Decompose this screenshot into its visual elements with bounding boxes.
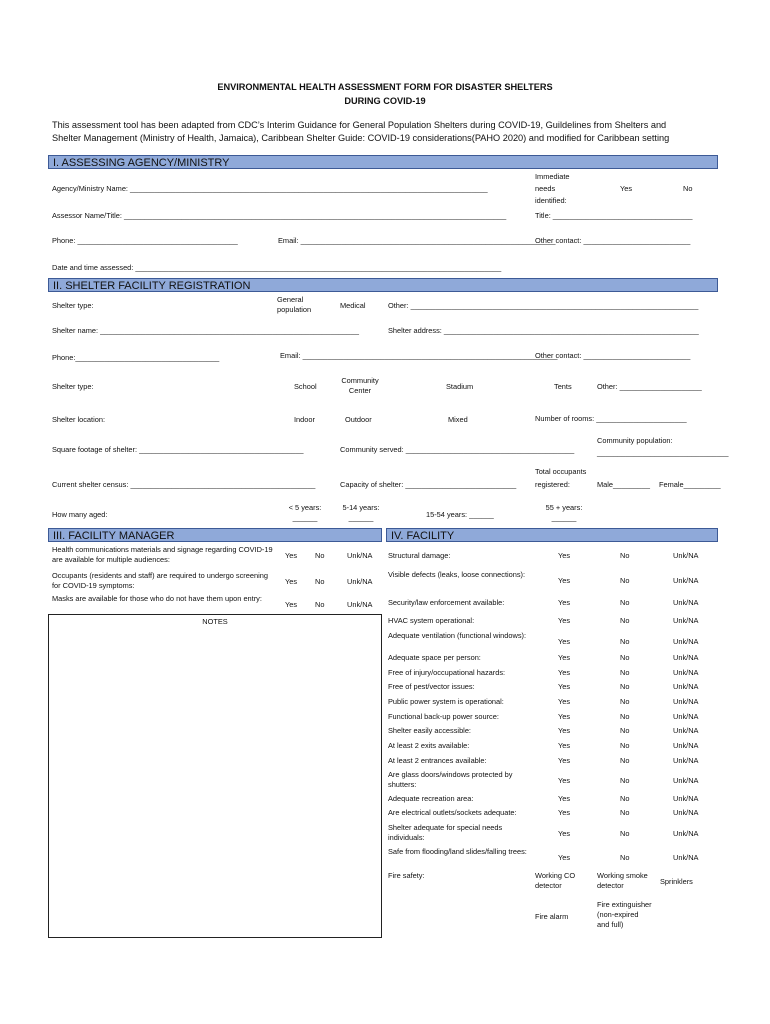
facility-item-text: Are electrical outlets/sockets adequate: xyxy=(388,808,517,817)
facility-item-unk[interactable]: Unk/NA xyxy=(673,697,699,706)
manager-item-text: Health communications materials and signage regarding COVID-19 are available for multiple audiences: xyxy=(52,545,273,564)
facility-item-unk[interactable]: Unk/NA xyxy=(673,726,699,735)
immediate-label-1: Immediate xyxy=(535,172,570,181)
facility-item-no[interactable]: No xyxy=(620,551,630,560)
section-4-header: IV. FACILITY xyxy=(386,528,718,542)
location-label: Shelter location: xyxy=(52,415,105,424)
facility-item-unk[interactable]: Unk/NA xyxy=(673,741,699,750)
immediate-yes[interactable]: Yes xyxy=(620,184,633,193)
capacity-field[interactable]: Capacity of shelter: ___________________________ xyxy=(340,480,517,489)
other-type-field[interactable]: Other: ______________________________________________________________________ xyxy=(388,301,699,310)
shelter-type-label: Shelter type: xyxy=(52,301,94,310)
facility-item-text: Adequate ventilation (functional windows): xyxy=(388,631,527,640)
facility-item-text: Public power system is operational: xyxy=(388,697,504,706)
facility-item-unk[interactable]: Unk/NA xyxy=(673,668,699,677)
facility-item-no[interactable]: No xyxy=(620,712,630,721)
school-option[interactable]: School xyxy=(294,382,317,391)
immediate-no[interactable]: No xyxy=(683,184,693,193)
facility-item-text: HVAC system operational: xyxy=(388,616,475,625)
facility-item-text: Functional back-up power source: xyxy=(388,712,499,721)
facility-item-unk[interactable]: Unk/NA xyxy=(673,653,699,662)
facility-item-no[interactable]: No xyxy=(620,682,630,691)
form-title-line2: DURING COVID-19 xyxy=(344,96,426,106)
facility-item-no[interactable]: No xyxy=(620,726,630,735)
facility-item-text: Free of injury/occupational hazards: xyxy=(388,668,506,677)
manager-item-text: Masks are available for those who do not have them upon entry: xyxy=(52,594,262,603)
working-smoke-detector-option[interactable]: Working smoke detector xyxy=(597,871,648,890)
intro-line1: This assessment tool has been adapted from CDC’s Interim Guidance for General Population Shelters during COVID-19, Guildelines from Shelters and xyxy=(52,120,667,130)
facility-item-yes[interactable]: Yes xyxy=(558,794,571,803)
facility-item-no[interactable]: No xyxy=(620,829,630,838)
fire-safety-label: Fire safety: xyxy=(388,871,425,880)
manager-item-unk[interactable]: Unk/NA xyxy=(347,551,373,560)
facility-item-text: Shelter easily accessible: xyxy=(388,726,471,735)
facility-item-yes[interactable]: Yes xyxy=(558,776,571,785)
shelter-email-field[interactable]: Email: ______________________________________________________________ xyxy=(280,351,558,360)
manager-item-no[interactable]: No xyxy=(315,551,325,560)
facility-item-unk[interactable]: Unk/NA xyxy=(673,682,699,691)
facility-item-yes[interactable]: Yes xyxy=(558,637,571,646)
female-field[interactable]: Female_________ xyxy=(659,480,721,489)
facility-item-yes[interactable]: Yes xyxy=(558,726,571,735)
facility-item-yes[interactable]: Yes xyxy=(558,551,571,560)
facility-item-no[interactable]: No xyxy=(620,853,630,862)
facility-item-no[interactable]: No xyxy=(620,616,630,625)
facility-item-text: Adequate recreation area: xyxy=(388,794,474,803)
tents-option[interactable]: Tents xyxy=(554,382,572,391)
community-served-field[interactable]: Community served: _________________________________________ xyxy=(340,445,575,454)
other-contact-field[interactable]: Other contact: __________________________ xyxy=(535,236,691,245)
facility-item-yes[interactable]: Yes xyxy=(558,653,571,662)
facility-item-unk[interactable]: Unk/NA xyxy=(673,551,699,560)
facility-item-no[interactable]: No xyxy=(620,794,630,803)
facility-item-text: Structural damage: xyxy=(388,551,451,560)
manager-item-text: Occupants (residents and staff) are required to undergo screening for COVID-19 symptoms: xyxy=(52,571,268,590)
facility-item-text: Security/law enforcement available: xyxy=(388,598,505,607)
community-center-option[interactable]: Community Center xyxy=(341,376,379,395)
general-population-option[interactable]: General population xyxy=(277,295,312,314)
facility-item-unk[interactable]: Unk/NA xyxy=(673,808,699,817)
total-occupants-label-2: registered: xyxy=(535,480,570,489)
shelter-phone-field[interactable]: Phone:___________________________________ xyxy=(52,353,220,362)
facility-item-no[interactable]: No xyxy=(620,637,630,646)
square-footage-field[interactable]: Square footage of shelter: ________________________________________ xyxy=(52,445,304,454)
facility-item-no[interactable]: No xyxy=(620,756,630,765)
facility-item-yes[interactable]: Yes xyxy=(558,829,571,838)
facility-item-unk[interactable]: Unk/NA xyxy=(673,776,699,785)
facility-item-no[interactable]: No xyxy=(620,576,630,585)
age-5-14-field[interactable]: 5-14 years: ______ xyxy=(342,503,380,522)
immediate-label-3: identified: xyxy=(535,196,567,205)
age-under5-field[interactable]: < 5 years: ______ xyxy=(288,503,322,522)
facility-item-yes[interactable]: Yes xyxy=(558,682,571,691)
facility-item-no[interactable]: No xyxy=(620,808,630,817)
facility-item-yes[interactable]: Yes xyxy=(558,697,571,706)
email-field[interactable]: Email: ______________________________________________________________ xyxy=(278,236,556,245)
rooms-field[interactable]: Number of rooms: ______________________ xyxy=(535,414,687,423)
manager-item-yes[interactable]: Yes xyxy=(285,600,298,609)
phone-field[interactable]: Phone: _______________________________________ xyxy=(52,236,238,245)
facility-item-yes[interactable]: Yes xyxy=(558,741,571,750)
facility-item-yes[interactable]: Yes xyxy=(558,668,571,677)
mixed-option[interactable]: Mixed xyxy=(448,415,468,424)
community-population-label: Community population: xyxy=(597,436,673,445)
manager-item-no[interactable]: No xyxy=(315,577,325,586)
facility-item-unk[interactable]: Unk/NA xyxy=(673,756,699,765)
total-occupants-label-1: Total occupants xyxy=(535,467,587,476)
other-shelter-field[interactable]: Other: ____________________ xyxy=(597,382,702,391)
shelter-name-field[interactable]: Shelter name: _______________________________________________________________ xyxy=(52,326,360,335)
shelter-other-contact-field[interactable]: Other contact: __________________________ xyxy=(535,351,691,360)
facility-item-text: At least 2 entrances available: xyxy=(388,756,487,765)
facility-item-yes[interactable]: Yes xyxy=(558,808,571,817)
facility-item-text: Safe from flooding/land slides/falling trees: xyxy=(388,847,527,856)
facility-item-no[interactable]: No xyxy=(620,668,630,677)
census-field[interactable]: Current shelter census: _____________________________________________ xyxy=(52,480,316,489)
facility-item-no[interactable]: No xyxy=(620,776,630,785)
facility-item-no[interactable]: No xyxy=(620,741,630,750)
facility-item-unk[interactable]: Unk/NA xyxy=(673,712,699,721)
shelter-address-field[interactable]: Shelter address: ______________________________________________________________ xyxy=(388,326,699,335)
facility-item-yes[interactable]: Yes xyxy=(558,616,571,625)
stadium-option[interactable]: Stadium xyxy=(446,382,474,391)
facility-item-no[interactable]: No xyxy=(620,598,630,607)
facility-item-unk[interactable]: Unk/NA xyxy=(673,576,699,585)
outdoor-option[interactable]: Outdoor xyxy=(345,415,372,424)
facility-item-text: Visible defects (leaks, loose connections): xyxy=(388,570,526,579)
facility-item-text: Are glass doors/windows protected by shutters: xyxy=(388,770,513,789)
intro-line2: Shelter Management (Ministry of Health, Jamaica), Caribbean Shelter Guide: COVID-19 considerations(PAHO 2020) and modified for Caribbean setting xyxy=(52,133,670,143)
manager-item-unk[interactable]: Unk/NA xyxy=(347,600,373,609)
facility-item-unk[interactable]: Unk/NA xyxy=(673,853,699,862)
shelter-type2-label: Shelter type: xyxy=(52,382,94,391)
date-time-field[interactable]: Date and time assessed: _________________________________________________________________________________________ xyxy=(52,263,502,272)
section-1-header: I. ASSESSING AGENCY/MINISTRY xyxy=(48,155,718,169)
how-many-aged-label: How many aged: xyxy=(52,510,108,519)
form-title-line1: ENVIRONMENTAL HEALTH ASSESSMENT FORM FOR DISASTER SHELTERS xyxy=(217,82,553,92)
section-2-header: II. SHELTER FACILITY REGISTRATION xyxy=(48,278,718,292)
assessor-field[interactable]: Assessor Name/Title: _____________________________________________________________________________________________ xyxy=(52,211,507,220)
facility-item-unk[interactable]: Unk/NA xyxy=(673,637,699,646)
manager-item-no[interactable]: No xyxy=(315,600,325,609)
fire-alarm-option[interactable]: Fire alarm xyxy=(535,912,569,921)
manager-item-yes[interactable]: Yes xyxy=(285,551,298,560)
facility-item-yes[interactable]: Yes xyxy=(558,576,571,585)
facility-item-unk[interactable]: Unk/NA xyxy=(673,794,699,803)
title-field[interactable]: Title: __________________________________ xyxy=(535,211,693,220)
working-co-detector-option[interactable]: Working CO detector xyxy=(535,871,576,890)
facility-item-yes[interactable]: Yes xyxy=(558,853,571,862)
community-population-field[interactable]: ________________________________ xyxy=(597,448,729,457)
age-15-54-field[interactable]: 15-54 years: ______ xyxy=(426,510,494,519)
facility-item-text: At least 2 exits available: xyxy=(388,741,470,750)
facility-item-text: Free of pest/vector issues: xyxy=(388,682,475,691)
section-3-header: III. FACILITY MANAGER xyxy=(48,528,382,542)
facility-item-yes[interactable]: Yes xyxy=(558,712,571,721)
medical-option[interactable]: Medical xyxy=(340,301,366,310)
facility-item-yes[interactable]: Yes xyxy=(558,756,571,765)
notes-label: NOTES xyxy=(202,617,228,626)
fire-extinguisher-option[interactable]: Fire extinguisher (non-expired and full) xyxy=(597,900,652,929)
manager-item-yes[interactable]: Yes xyxy=(285,577,298,586)
agency-field[interactable]: Agency/Ministry Name: _______________________________________________________________________________________ xyxy=(52,184,488,193)
facility-item-no[interactable]: No xyxy=(620,653,630,662)
facility-item-text: Shelter adequate for special needs individuals: xyxy=(388,823,503,842)
manager-item-unk[interactable]: Unk/NA xyxy=(347,577,373,586)
notes-box[interactable] xyxy=(48,614,382,938)
facility-item-unk[interactable]: Unk/NA xyxy=(673,616,699,625)
male-field[interactable]: Male_________ xyxy=(597,480,651,489)
facility-item-no[interactable]: No xyxy=(620,697,630,706)
immediate-label-2: needs xyxy=(535,184,556,193)
age-55-plus-field[interactable]: 55 + years: ______ xyxy=(545,503,583,522)
facility-item-yes[interactable]: Yes xyxy=(558,598,571,607)
facility-item-unk[interactable]: Unk/NA xyxy=(673,829,699,838)
facility-item-unk[interactable]: Unk/NA xyxy=(673,598,699,607)
sprinklers-option[interactable]: Sprinklers xyxy=(660,877,693,886)
indoor-option[interactable]: Indoor xyxy=(294,415,315,424)
facility-item-text: Adequate space per person: xyxy=(388,653,481,662)
